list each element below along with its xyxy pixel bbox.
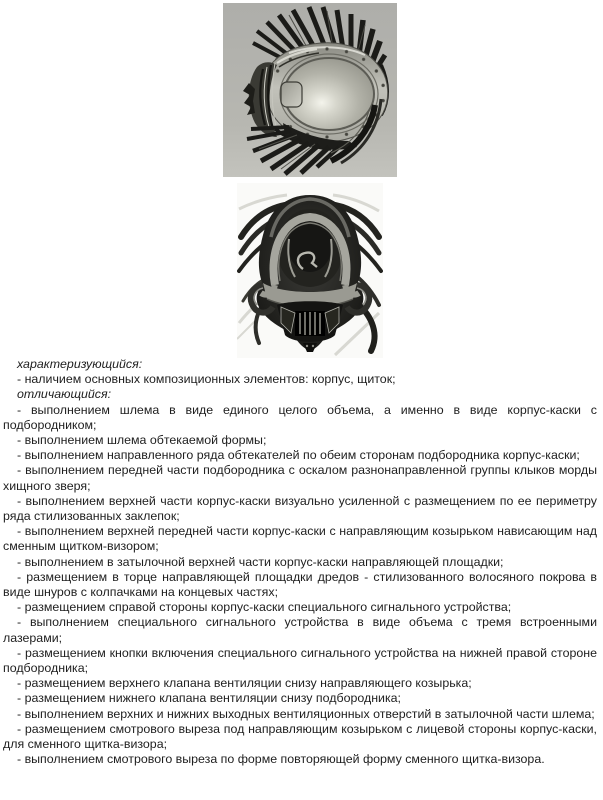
claim-paragraph: - размещением справой стороны корпус-каски специального сигнального устройства; [17,600,512,615]
claim-paragraph: - выполнением передней части подбородника с оскалом разнонаправленной группы клыков морды хищного зверя; [3,463,597,493]
claim-paragraph: - размещением верхнего клапана вентиляции снизу направляющего козырька; [17,676,472,691]
claim-paragraph: - выполнением смотрового выреза по форме повторяющей форму сменного щитка-визора. [17,752,545,767]
claim-paragraph: характеризующийся: [17,357,143,371]
claim-paragraph: - размещением в торце направляющей площадки дредов - стилизованного волосяного покрова в виде шнуров с колпачками на концевых частях; [3,569,597,600]
claim-paragraph: - размещением смотрового выреза под направляющим козырьком с лицевой стороны корпус-каски, для сменного щитка-визора; [3,721,597,752]
claim-paragraph: отличающийся: [17,387,112,402]
claim-paragraph: - наличием основных композиционных элементов: корпус, щиток; [17,372,396,387]
claim-paragraph: - выполнением направленного ряда обтекателей по обеим сторонам подбородника корпус-каски; [17,448,580,463]
claim-paragraph: - выполнением верхней части корпус-каски визуально усиленной с размещением по ее периметру ряда стилизованных заклепок; [3,493,597,524]
claim-paragraph: - выполнением специального сигнального устройства в виде объема с тремя встроенными лазерами; [3,615,597,645]
claim-paragraph: - выполнением верхней передней части корпус-каски с направляющим козырьком нависающим над сменным щитком-визором; [3,524,597,554]
claim-paragraph: - размещением нижнего клапана вентиляции снизу подбородника; [17,691,402,706]
claim-paragraph: - выполнением в затылочной верхней части корпус-каски направляющей площадки; [17,554,504,569]
claim-paragraph: - выполнением шлема в виде единого целого объема, а именно в виде корпус-каски с подбородником; [3,402,597,432]
helmet-bottom-view-photo [237,183,383,358]
claim-paragraph: - выполнением верхних и нижних выходных вентиляционных отверстий в затылочной части шлема; [17,706,595,721]
helmet-bottom-view-illustration [237,183,383,358]
helmet-top-view-photo [223,3,397,177]
claims-text-block [3,357,597,767]
claim-paragraph: - выполнением шлема обтекаемой формы; [17,433,267,448]
claim-paragraph: - размещением кнопки включения специального сигнального устройства на нижней правой стороне подбородника; [3,645,597,676]
helmet-top-view-illustration [223,3,397,177]
